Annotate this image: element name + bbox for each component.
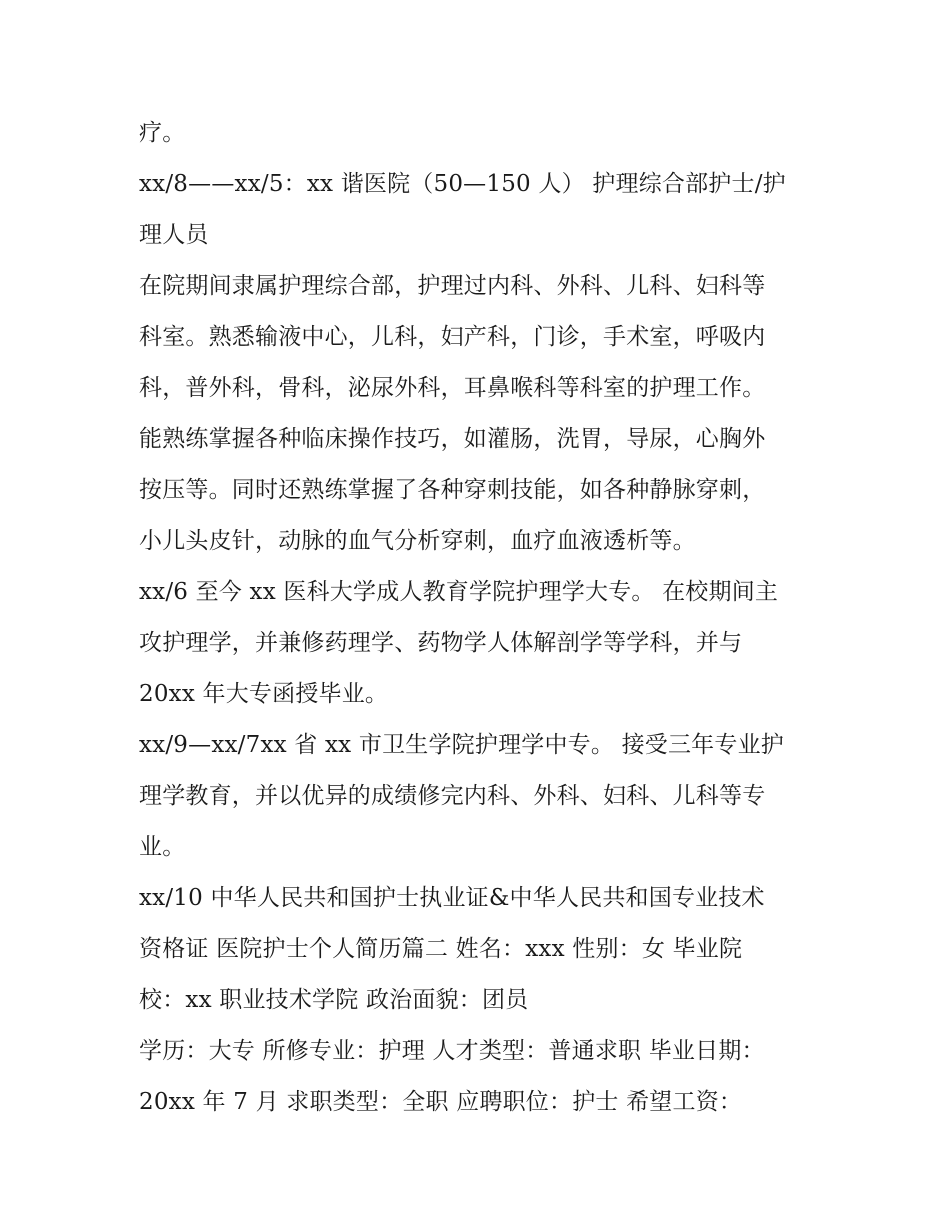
text-line-10: xx/6 至今 xx 医科大学成人教育学院护理学大专。 在校期间主 bbox=[139, 579, 779, 605]
text-line-19: 学历：大专 所修专业：护理 人才类型：普通求职 毕业日期： bbox=[139, 1038, 765, 1064]
text-line-14: 理学教育，并以优异的成绩修完内科、外科、妇科、儿科等专 bbox=[139, 783, 766, 809]
text-line-9: 小儿头皮针，动脉的血气分析穿刺，血疗血液透析等。 bbox=[139, 528, 696, 554]
text-line-17: 资格证 医院护士个人简历篇二 姓名：xxx 性别：女 毕业院 bbox=[139, 936, 743, 962]
text-line-15: 业。 bbox=[139, 834, 186, 860]
text-line-8: 按压等。同时还熟练掌握了各种穿刺技能，如各种静脉穿刺， bbox=[139, 477, 766, 503]
text-line-2: xx/8——xx/5：xx 谐医院（50—150 人） 护理综合部护士/护 bbox=[139, 171, 786, 197]
text-line-5: 科室。熟悉输液中心，儿科，妇产科，门诊，手术室，呼吸内 bbox=[139, 324, 766, 350]
text-line-18: 校：xx 职业技术学院 政治面貌：团员 bbox=[139, 987, 529, 1013]
text-line-4: 在院期间隶属护理综合部，护理过内科、外科、儿科、妇科等 bbox=[139, 273, 766, 299]
text-line-16: xx/10 中华人民共和国护士执业证&中华人民共和国专业技术 bbox=[139, 885, 765, 911]
text-line-11: 攻护理学，并兼修药理学、药物学人体解剖学等学科，并与 bbox=[139, 630, 743, 656]
text-line-12: 20xx 年大专函授毕业。 bbox=[139, 681, 389, 707]
text-line-6: 科，普外科，骨科，泌尿外科，耳鼻喉科等科室的护理工作。 bbox=[139, 375, 766, 401]
text-line-20: 20xx 年 7 月 求职类型：全职 应聘职位：护士 希望工资： bbox=[139, 1089, 743, 1115]
text-line-7: 能熟练掌握各种临床操作技巧，如灌肠，洗胃，导尿，心胸外 bbox=[139, 426, 766, 452]
text-line-13: xx/9—xx/7xx 省 xx 市卫生学院护理学中专。 接受三年专业护 bbox=[139, 732, 784, 758]
resume-text-body bbox=[139, 108, 819, 1128]
text-line-3: 理人员 bbox=[139, 222, 209, 248]
text-line-1: 疗。 bbox=[139, 120, 186, 146]
